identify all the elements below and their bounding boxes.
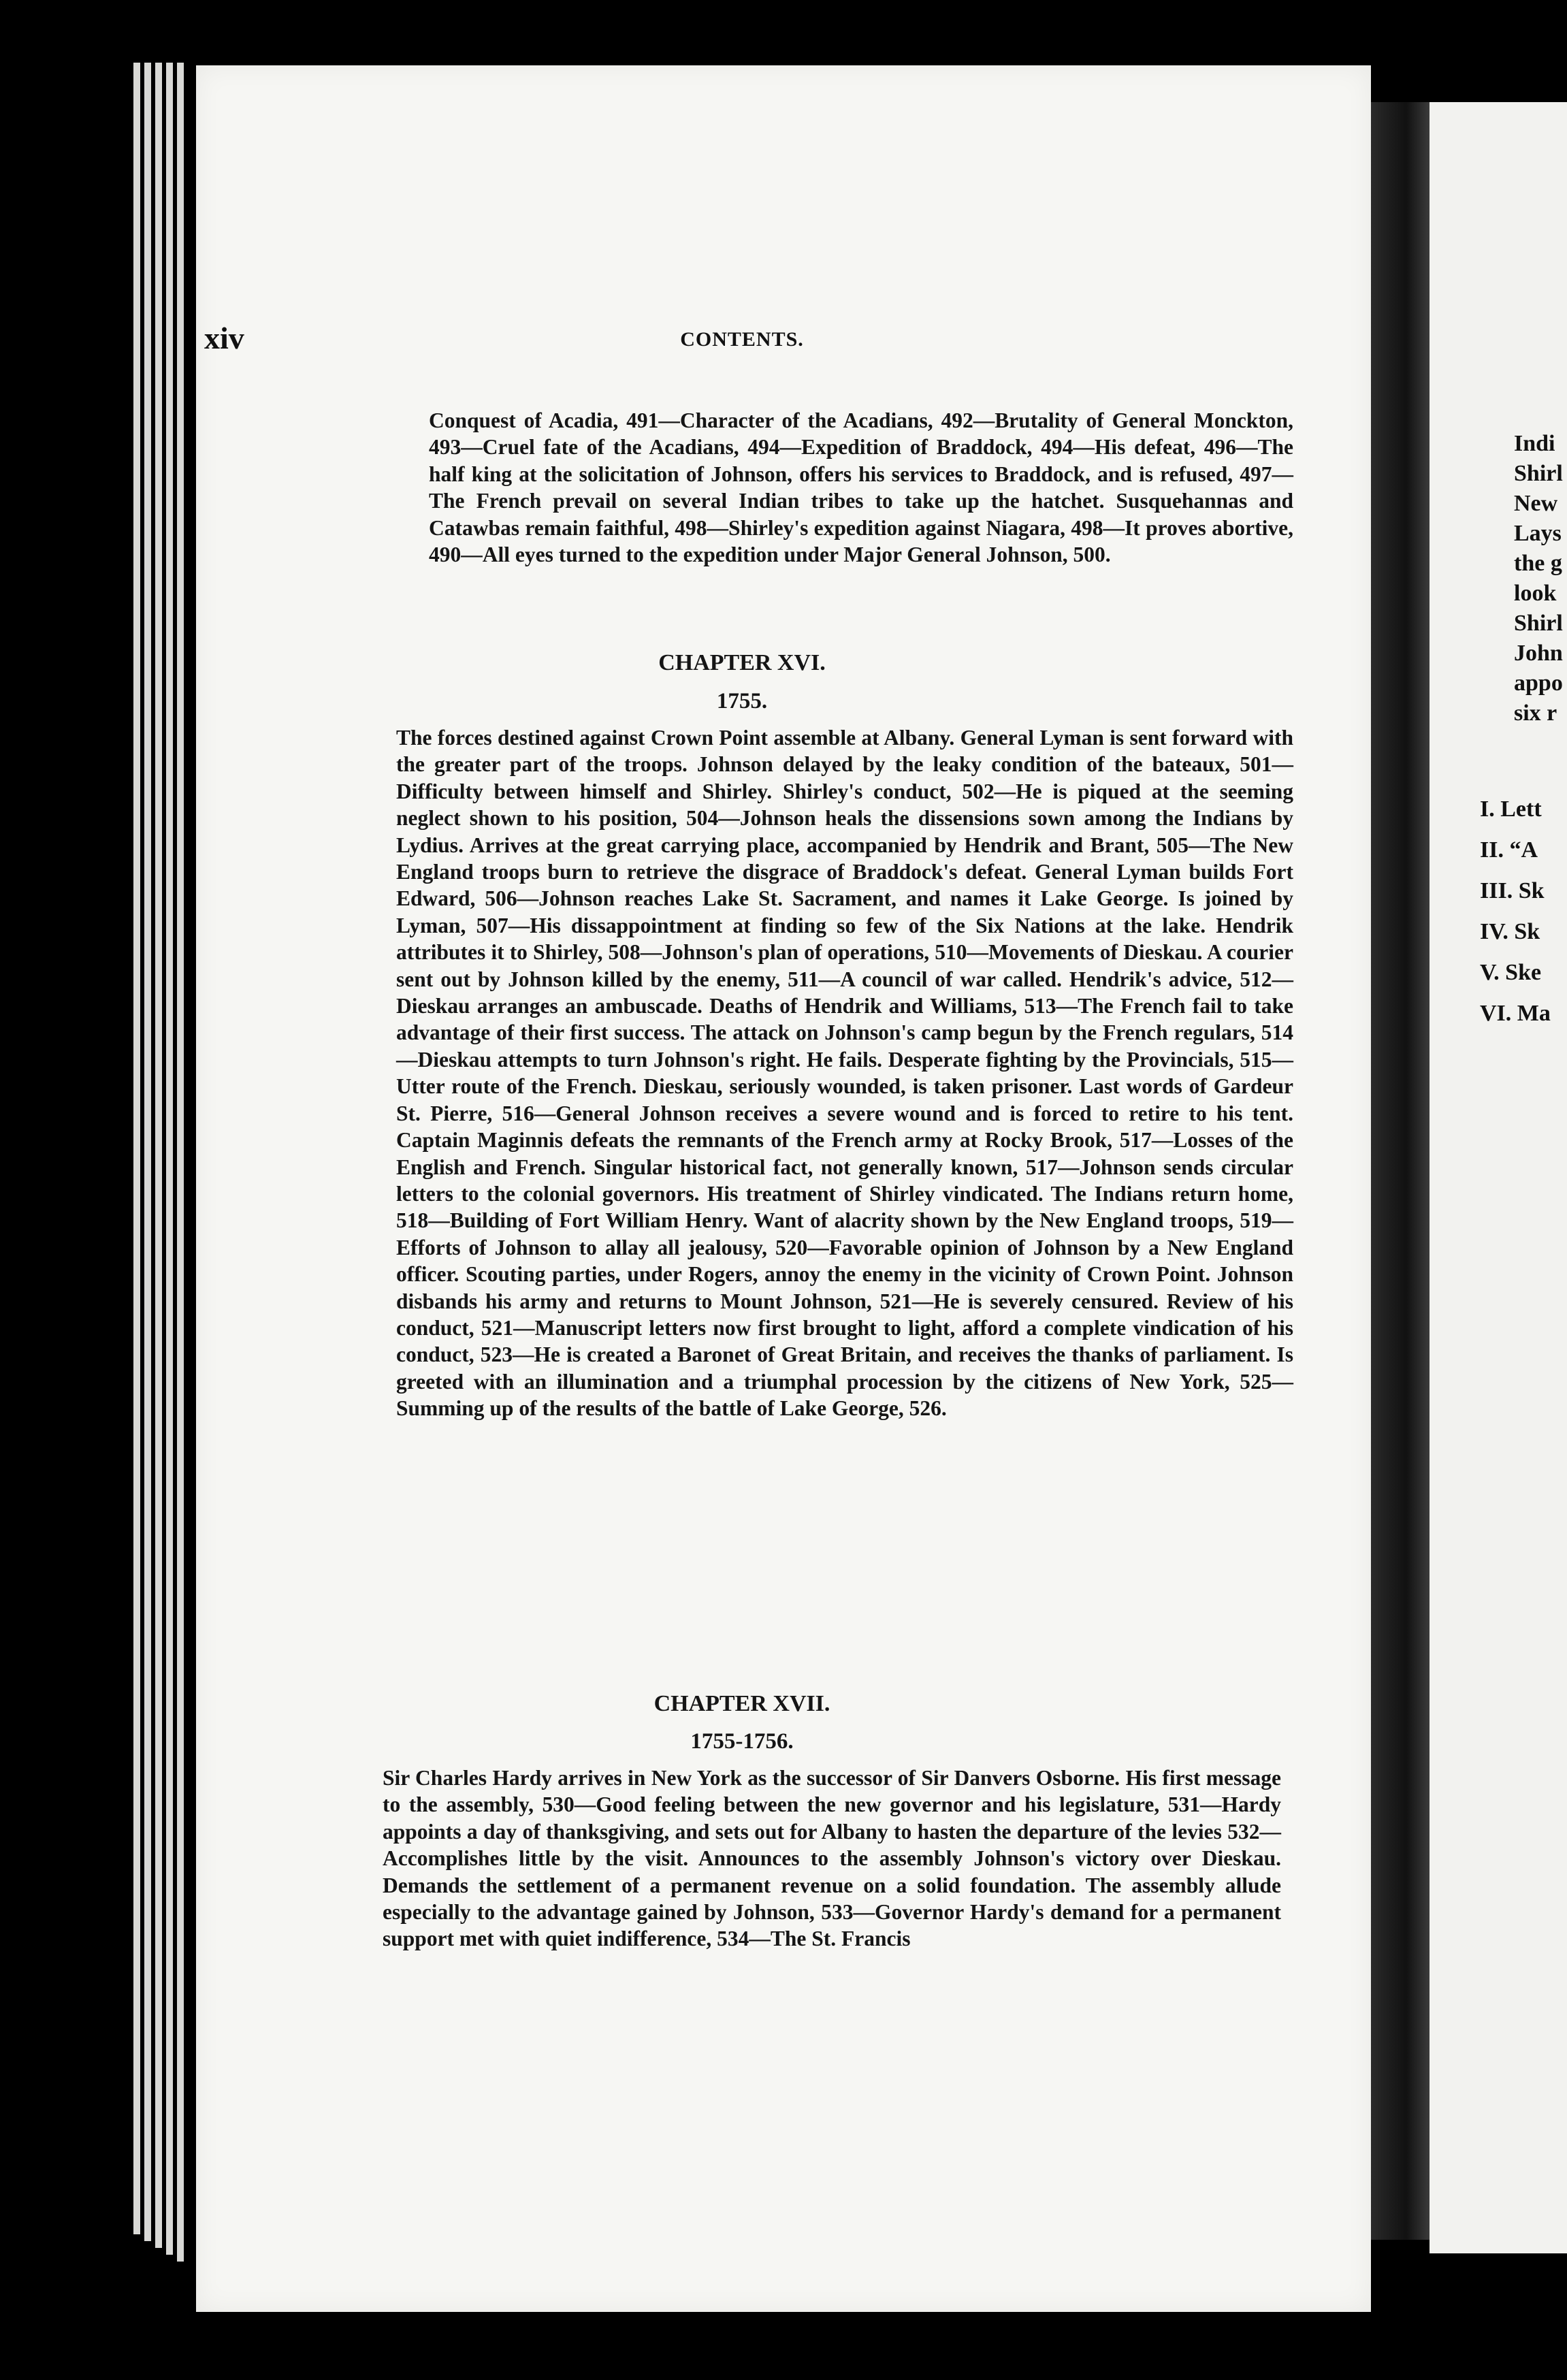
- facing-fragment: New: [1514, 491, 1558, 516]
- page-edge: [144, 63, 151, 2241]
- facing-fragment: Lays: [1514, 521, 1562, 546]
- running-head: [204, 320, 1280, 361]
- facing-fragment: Indi: [1514, 431, 1555, 456]
- facing-list-item: II. “A: [1480, 837, 1538, 863]
- page-title: CONTENTS.: [680, 328, 804, 351]
- facing-fragment: six r: [1514, 701, 1557, 726]
- page-edge: [155, 63, 162, 2248]
- contents-paragraph: The forces destined against Crown Point assemble at Albany. General Lyman is sent forward with the greater part of the troops. Johnson delayed by the leaky condition of the bateaux, 501—Difficulty between himself and Shirley. Shirley's conduct, 502—He is piqued at the seeming neglect shown to his position, 504—Johnson heals the dissensions sown among the Indians by Lydius. Arrives at the great carrying place, accompanied by Hendrik and Brant, 505—The New England troops burn to retrieve the disgrace of Braddock's defeat. General Lyman builds Fort Edward, 506—Johnson reaches Lake St. Sacrament, and names it Lake George. Is joined by Lyman, 507—His dissappointment at finding so few of the Six Nations at the lake. Hendrik attributes it to Shirley, 508—Johnson's plan of operations, 510—Movements of Dieskau. A courier sent out by Johnson killed by the enemy, 511—A council of war called. Hendrik's advice, 512—Dieskau arranges an ambuscade. Deaths of Hendrik and Williams, 513—The French fail to take advantage of their first success. The attack on Johnson's camp begun by the French regulars, 514—Dieskau attempts to turn Johnson's right. He fails. Desperate fighting by the Provincials, 515—Utter route of the French. Dieskau, seriously wounded, is taken prisoner. Last words of Gardeur St. Pierre, 516—General Johnson receives a severe wound and is forced to retire to his tent. Captain Maginnis defeats the remnants of the French army at Rocky Brook, 517—Losses of the English and French. Singular historical fact, not generally known, 517—Johnson sends circular letters to the colonial governors. His treatment of Shirley vindicated. The Indians return home, 518—Building of Fort William Henry. Want of alacrity shown by the New England troops, 519—Efforts of Johnson to allay all jealousy, 520—Favorable opinion of Johnson by a New England officer. Scouting parties, under Rogers, annoy the enemy in the vicinity of Crown Point. Johnson disbands his army and returns to Mount Johnson, 521—He is severely censured. Review of his conduct, 521—Manuscript letters now first brought to light, afford a complete vindication of his conduct, 523—He is created a Baronet of Great Britain, and receives the thanks of parliament. Is greeted with an illumination and a triumphal procession by the citizens of New York, 525—Summing up of the results of the battle of Lake George, 526.: [396, 726, 1293, 1421]
- contents-paragraph: Conquest of Acadia, 491—Character of the Acadians, 492—Brutality of General Monckton, 493—Cruel fate of the Acadians, 494—Expedition of Braddock, 494—His defeat, 496—The half king at the solicitation of Johnson, offers his services to Braddock, and is refused, 497—The French prevail on several Indian tribes to take up the hatchet. Susquehannas and Catawbas remain faithful, 498—Shirley's expedition against Niagara, 498—It proves abortive, 490—All eyes turned to the expedition under Major General Johnson, 500.: [429, 408, 1293, 567]
- page-number: xiv: [204, 321, 244, 355]
- chapter-heading: CHAPTER XVI.: [658, 650, 826, 675]
- page-edge: [166, 63, 173, 2255]
- facing-list: [1480, 797, 1551, 1042]
- page-edge: [177, 63, 184, 2262]
- facing-fragment: Shirl: [1514, 611, 1563, 636]
- facing-list-item: I. Lett: [1480, 797, 1542, 822]
- chapter-heading: CHAPTER XVII.: [653, 1691, 830, 1716]
- contents-paragraph: Sir Charles Hardy arrives in New York as the successor of Sir Danvers Osborne. His first message to the assembly, 530—Good feeling between the new governor and his legislature, 531—Hardy appoints a day of thanksgiving, and sets out for Albany to hasten the departure of the levies 532—Accomplishes little by the visit. Announces to the assembly Johnson's victory over Dieskau. Demands the settlement of a permanent revenue on a solid foundation. The assembly allude especially to the advantage gained by Johnson, 533—Governor Hardy's demand for a permanent support met with quiet indifference, 534—The St. Francis: [383, 1766, 1281, 1951]
- facing-fragment: Shirl: [1514, 461, 1563, 486]
- facing-list-item: VI. Ma: [1480, 1001, 1551, 1026]
- chapter-year: 1755.: [716, 689, 768, 713]
- facing-list-item: III. Sk: [1480, 878, 1545, 903]
- facing-list-item: V. Ske: [1480, 960, 1542, 985]
- facing-fragment: look: [1514, 581, 1557, 606]
- chapter-year: 1755-1756.: [690, 1729, 794, 1754]
- page-edge: [133, 63, 140, 2234]
- facing-fragment: John: [1514, 641, 1563, 666]
- facing-fragment: appo: [1514, 671, 1563, 696]
- facing-list-item: IV. Sk: [1480, 919, 1540, 944]
- facing-page: [1429, 102, 1567, 2253]
- facing-fragment: the g: [1514, 551, 1562, 576]
- book-gutter: [1371, 102, 1429, 2240]
